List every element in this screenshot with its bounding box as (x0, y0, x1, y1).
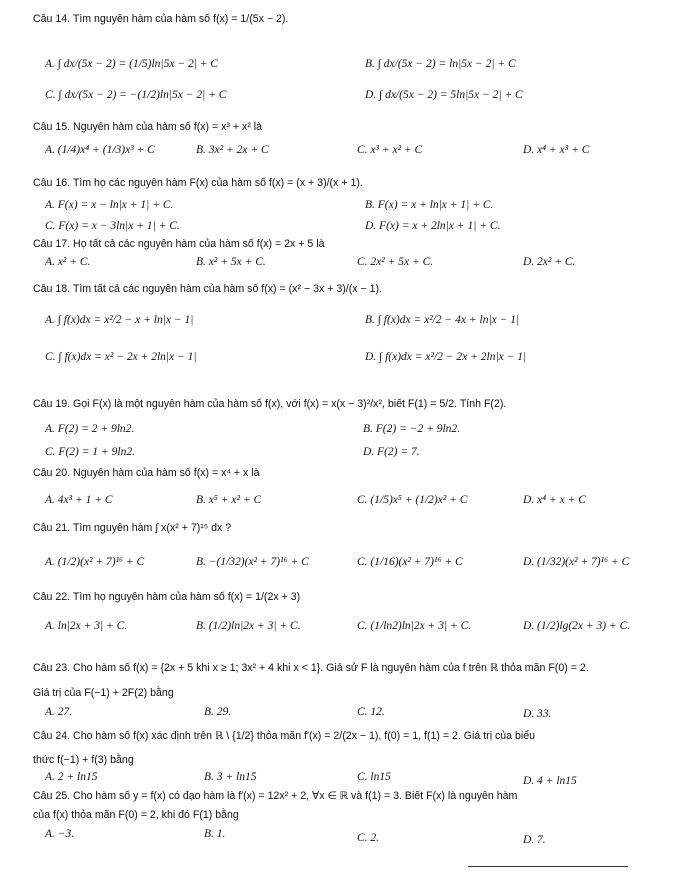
question-line: Giá trị của F(−1) + 2F(2) bằng (33, 687, 174, 699)
answer-option: C. ln15 (357, 771, 391, 783)
answer-option: A. ∫ f(x)dx = x²/2 − x + ln|x − 1| (45, 314, 194, 326)
answer-option: B. 3 + ln15 (204, 771, 257, 783)
answer-option: C. (1/16)(x² + 7)¹⁶ + C (357, 556, 463, 568)
question-line: của f(x) thỏa mãn F(0) = 2, khi đó F(1) bằng (33, 809, 239, 821)
answer-option: D. x⁴ + x³ + C (523, 144, 590, 156)
answer-option: D. 7. (523, 834, 546, 846)
question-line: Câu 15. Nguyên hàm của hàm số f(x) = x³ + x² là (33, 121, 263, 133)
question-line: Câu 19. Gọi F(x) là một nguyên hàm của hàm số f(x), với f(x) = x(x − 3)²/x², biết F(1) = 5/2. Tính F(2). (33, 398, 507, 410)
answer-option: D. 4 + ln15 (523, 775, 577, 787)
question-line: Câu 17. Họ tất cả các nguyên hàm của hàm số f(x) = 2x + 5 là (33, 238, 325, 250)
footer-rule (468, 866, 628, 867)
answer-option: C. (1/ln2)ln|2x + 3| + C. (357, 620, 472, 632)
answer-option: A. ∫ dx/(5x − 2) = (1/5)ln|5x − 2| + C (45, 58, 219, 70)
answer-option: D. ∫ dx/(5x − 2) = 5ln|5x − 2| + C (365, 89, 523, 101)
answer-option: C. F(x) = x − 3ln|x + 1| + C. (45, 220, 180, 232)
answer-option: D. 33. (523, 708, 552, 720)
answer-option: A. 4x³ + 1 + C (45, 494, 113, 506)
answer-option: A. (1/4)x⁴ + (1/3)x³ + C (45, 144, 155, 156)
answer-option: C. 2x² + 5x + C. (357, 256, 434, 268)
answer-option: A. (1/2)(x² + 7)¹⁶ + C (45, 556, 145, 568)
answer-option: C. ∫ f(x)dx = x² − 2x + 2ln|x − 1| (45, 351, 197, 363)
question-line: Câu 25. Cho hàm số y = f(x) có đạo hàm là f′(x) = 12x² + 2, ∀x ∈ ℝ và f(1) = 3. Biết F(x) là nguyên hàm (33, 790, 518, 802)
question-line: Câu 20. Nguyên hàm của hàm số f(x) = x⁴ + x là (33, 467, 260, 479)
answer-option: B. F(2) = −2 + 9ln2. (363, 423, 461, 435)
answer-option: A. F(2) = 2 + 9ln2. (45, 423, 135, 435)
answer-option: A. ln|2x + 3| + C. (45, 620, 128, 632)
question-line: Câu 24. Cho hàm số f(x) xác định trên ℝ \ {1/2} thỏa mãn f′(x) = 2/(2x − 1), f(0) = 1, f(1) = 2. Giá trị của biểu (33, 730, 536, 742)
answer-option: B. ∫ f(x)dx = x²/2 − 4x + ln|x − 1| (365, 314, 520, 326)
answer-option: B. 1. (204, 828, 226, 840)
question-line: Câu 22. Tìm họ nguyên hàm của hàm số f(x) = 1/(2x + 3) (33, 591, 301, 603)
question-line: thức f(−1) + f(3) bằng (33, 754, 134, 766)
answer-option: B. 3x² + 2x + C (196, 144, 269, 156)
answer-option: C. 2. (357, 832, 380, 844)
question-line: Câu 21. Tìm nguyên hàm ∫ x(x² + 7)¹⁵ dx ? (33, 522, 232, 534)
answer-option: B. x² + 5x + C. (196, 256, 266, 268)
answer-option: A. −3. (45, 828, 75, 840)
answer-option: A. 27. (45, 706, 73, 718)
answer-option: B. −(1/32)(x² + 7)¹⁶ + C (196, 556, 309, 568)
answer-option: A. 2 + ln15 (45, 771, 98, 783)
question-line: Câu 16. Tìm họ các nguyên hàm F(x) của hàm số f(x) = (x + 3)/(x + 1). (33, 177, 363, 189)
answer-option: B. ∫ dx/(5x − 2) = ln|5x − 2| + C (365, 58, 516, 70)
answer-option: B. F(x) = x + ln|x + 1| + C. (365, 199, 494, 211)
answer-option: B. (1/2)ln|2x + 3| + C. (196, 620, 301, 632)
answer-option: C. x³ + x² + C (357, 144, 423, 156)
answer-option: D. (1/2)lg(2x + 3) + C. (523, 620, 631, 632)
answer-option: D. ∫ f(x)dx = x²/2 − 2x + 2ln|x − 1| (365, 351, 527, 363)
answer-option: D. F(x) = x + 2ln|x + 1| + C. (365, 220, 501, 232)
answer-option: C. ∫ dx/(5x − 2) = −(1/2)ln|5x − 2| + C (45, 89, 227, 101)
answer-option: D. F(2) = 7. (363, 446, 420, 458)
answer-option: B. 29. (204, 706, 232, 718)
question-line: Câu 18. Tìm tất cả các nguyên hàm của hàm số f(x) = (x² − 3x + 3)/(x − 1). (33, 283, 382, 295)
answer-option: A. F(x) = x − ln|x + 1| + C. (45, 199, 174, 211)
answer-option: A. x² + C. (45, 256, 91, 268)
answer-option: D. 2x² + C. (523, 256, 576, 268)
question-line: Câu 14. Tìm nguyên hàm của hàm số f(x) = 1/(5x − 2). (33, 13, 289, 25)
answer-option: C. 12. (357, 706, 385, 718)
answer-option: D. (1/32)(x² + 7)¹⁶ + C (523, 556, 630, 568)
answer-option: B. x⁵ + x² + C (196, 494, 262, 506)
answer-option: D. x⁴ + x + C (523, 494, 586, 506)
answer-option: C. (1/5)x⁵ + (1/2)x² + C (357, 494, 468, 506)
answer-option: C. F(2) = 1 + 9ln2. (45, 446, 135, 458)
question-line: Câu 23. Cho hàm số f(x) = {2x + 5 khi x ≥ 1; 3x² + 4 khi x < 1}. Giả sử F là nguyên hàm của f trên ℝ thỏa mãn F(0) = 2. (33, 662, 589, 674)
